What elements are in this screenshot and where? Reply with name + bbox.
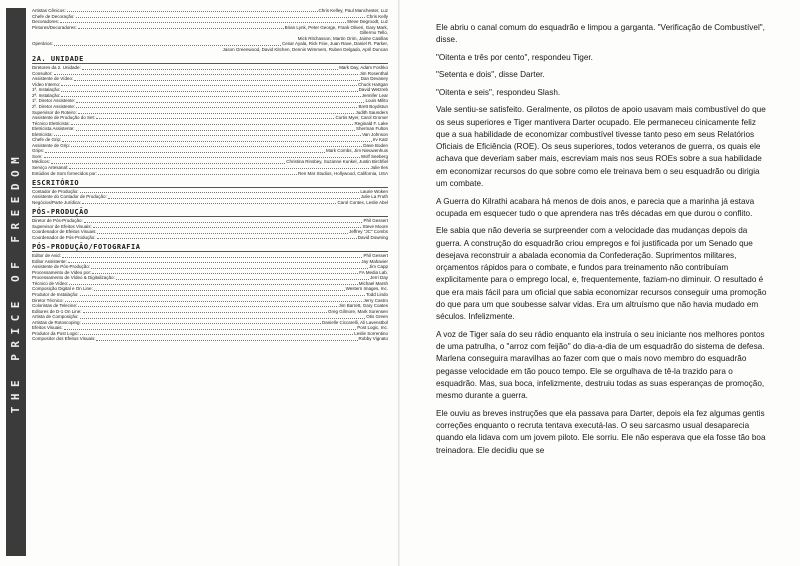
credit-names: Chuck Hartgan	[357, 81, 388, 87]
credit-names: Jim Barrett, Gary Coates	[338, 303, 388, 309]
credit-role: Artistas Cênicos:	[32, 8, 66, 13]
dot-leader	[83, 312, 327, 313]
credit-role: Processamento de Video por:	[32, 269, 92, 275]
credit-names: Louis Milito	[365, 98, 388, 104]
credit-role: Som:	[32, 153, 43, 159]
dot-leader	[91, 268, 368, 269]
dot-leader	[61, 85, 357, 86]
dot-leader	[76, 17, 366, 18]
credit-role: Coloristas de Telecine:	[32, 303, 78, 309]
credit-role: 1ª. Instalação:	[32, 87, 61, 93]
credit-names: Chris Kelley, Paul Manchester, Luz	[318, 8, 388, 13]
dot-leader	[68, 262, 360, 263]
credit-role: Pintores/Decoradores:	[32, 24, 77, 30]
dot-leader	[61, 96, 360, 97]
dot-leader	[54, 135, 361, 136]
credit-names: Brett Boydstun	[358, 103, 388, 109]
story-paragraph: Vale sentiu-se satisfeito. Geralmente, os pilotos de apoio usavam mais combustível do que os seus superiores e Tiger mantivera Darter ocupado. Ele permaneceu cinicamente feliz que a sua habilidade de economizar combustível tivesse tanto peso em seus Relatórios Oficiais de Eficiência (ROE). Os seus superiores, todos veteranos de guerra, os quais ele achava que deveriam saber mais, escreviam mais nos seus ROEs sobre a sua habilidade em economizar recursos do que sobre como ele treinava bem o seu esquadrão ou dirigia um combate.	[436, 105, 766, 189]
credit-names: David Wetzreb	[358, 87, 388, 93]
credit-role: Diretores da 2. Unidade:	[32, 65, 81, 71]
dot-leader	[67, 11, 318, 12]
credit-role: Médicos:	[32, 159, 51, 165]
credit-names: Jim Rosenthal	[359, 70, 388, 76]
credit-role: Assistente de Grip:	[32, 142, 71, 148]
story-paragraph: "Oitenta e três por cento", respondeu Tiger.	[436, 52, 593, 62]
credit-names: Ren Mar Studios, Hollywood, California, USA	[297, 170, 388, 176]
credits-section-heading: 2A. UNIDADE	[32, 55, 84, 64]
credits-section-heading: ESCRITÓRIO	[32, 178, 80, 187]
credit-names: Cesar Ayala, Rick Fine, Juan Rave, Daniel R. Parker,	[282, 41, 388, 47]
dot-leader	[108, 198, 360, 199]
credit-role: Produtor da Post Logic:	[32, 330, 80, 336]
credit-names: David Downing	[357, 234, 388, 240]
credit-role: Coordenador de Pós-Produção:	[32, 234, 96, 240]
dot-leader	[44, 157, 360, 158]
story-paragraph: Ele sabia que não deveria se surpreender com a velocidade das mudanças depois da guerra. A construção do esquadrão criou empregos e foi justificada por um Senado que desejava reconstruir a abalada economia da Confederação. Suprimentos militares, orçamentos rápidos para o combate, e fundos para treinamento não contribuíam explicitamente para o emprego local, e, frequentemente, faziam-no diminuir. O resultado é que era mais fácil para um oficial que sabia economizar recursos conseguir uma promoção do que para um que soubesse salvar vidas. Era um altruísmo que não havia mudado em séculos. Infelizmente.	[436, 226, 767, 322]
credit-names: Laurie Woken	[360, 188, 388, 194]
dot-leader	[61, 91, 357, 92]
credit-names: Michael Marsh	[358, 280, 388, 286]
credit-role: Coordenador de Efeitos Visuais:	[32, 229, 97, 235]
credit-role: Eletricista:	[32, 131, 53, 137]
section-divider	[32, 251, 388, 252]
credit-role: 2ª. Instalação:	[32, 92, 61, 98]
credit-names: Julie La Fruth	[360, 194, 388, 200]
credit-names: Brian Lynk, Peter George, Frank Oliveri, Gary Mark,	[284, 24, 388, 30]
dot-leader	[69, 168, 369, 169]
story-paragraph: "Setenta e dois", disse Darter.	[436, 70, 545, 80]
credit-names: Phil Gessert	[363, 253, 388, 259]
credit-role: Operários:	[32, 41, 54, 47]
credit-names: Jeffrey "JC" Combs	[349, 229, 388, 235]
credit-names: Post Logic, Inc.	[357, 325, 388, 331]
credit-names: Chris Kelly	[366, 13, 388, 19]
credit-role: Diretor de Pós-Produção:	[32, 218, 83, 224]
dot-leader	[54, 45, 281, 46]
credit-names: Jerry Castro	[363, 297, 388, 303]
book-title: THE PRICE OF FREEDOM	[9, 150, 22, 414]
credits-list	[32, 8, 388, 342]
dot-leader	[98, 174, 297, 175]
dot-leader	[74, 80, 359, 81]
credit-names: Dave Boden	[363, 142, 388, 148]
credit-role: Diretor Técnico:	[32, 297, 64, 303]
credit-role: Artistas de Rotoscoping:	[32, 319, 81, 325]
credit-role: Eletricista Assistente:	[32, 126, 75, 132]
dot-leader	[97, 233, 348, 234]
credit-role: Efeitos Visuais:	[32, 325, 63, 331]
credit-role: Assistente de Vídeo:	[32, 76, 74, 82]
dot-leader	[51, 163, 285, 164]
story-paragraph: "Oitenta e seis", respondeu Slash.	[436, 87, 561, 97]
dot-leader	[76, 107, 357, 108]
credit-names: Van Johnson	[362, 131, 388, 137]
section-divider	[32, 216, 388, 217]
credit-row	[32, 235, 388, 241]
credit-names: Dan Devaney	[360, 76, 388, 82]
credit-names: Western Images, Inc.	[345, 286, 388, 292]
dot-leader	[80, 318, 366, 319]
dot-leader	[80, 295, 365, 296]
credit-names: Sherman Fulton	[355, 126, 388, 132]
dot-leader	[96, 118, 334, 119]
credit-role: Grips:	[32, 148, 45, 154]
credit-role: Vídeo Interno:	[32, 81, 61, 87]
credit-names: Mark Day, Adam Foshko	[339, 65, 388, 71]
dot-leader	[92, 273, 358, 274]
credit-names: Wolf Seeberg	[360, 153, 388, 159]
dot-leader	[82, 69, 338, 70]
dot-leader	[94, 290, 345, 291]
credit-names: Christina Rinsbey, Suzanne Kunkel, Justin Birchfiel	[286, 159, 388, 165]
credit-role: Decoradores:	[32, 19, 60, 25]
credit-names: Irv Katz	[372, 137, 388, 143]
credit-names: Jay Mahavier	[361, 258, 388, 264]
credit-names: Leslie Sorrentino	[354, 330, 388, 336]
dot-leader	[62, 257, 363, 258]
dot-leader	[45, 152, 325, 153]
dot-leader	[82, 203, 336, 204]
dot-leader	[65, 301, 363, 302]
credit-names: Otis Green	[366, 314, 388, 320]
dot-leader	[71, 124, 354, 125]
dot-leader	[80, 192, 360, 193]
credit-names: Steve Degroodt, Luz	[346, 19, 388, 25]
credit-role: Processamento de Vídeo & Digitalização:	[32, 275, 115, 281]
credit-role: Negócios/Parte Jurídica:	[32, 199, 82, 205]
credit-names: Steve Moore	[362, 223, 388, 229]
dot-leader	[60, 22, 346, 23]
dot-leader	[69, 284, 357, 285]
section-divider	[32, 63, 388, 64]
story-paragraph: Ele abriu o canal comum do esquadrão e limpou a garganta. "Verificação de Combustível", disse.	[436, 23, 765, 45]
credit-role: Supervisor de Efeitos Visuais:	[32, 223, 92, 229]
credit-row	[32, 171, 388, 177]
credit-names: Jim Capp	[368, 264, 388, 270]
story-paragraph: A voz de Tiger saía do seu rádio enquanto ela instruía o seu iniciante nos melhores pontos de uma patrulha, o "arroz com feijão" do dia-a-dia de um esquadrão do sistema de defesa. Marlena conseguira maravilhas ao fazer com que o mais novo membro do esquadrão pegasse velocidade em tão pouco tempo. Ele se orgulhava de tê-la trazido para o esquadrão. Mas, sua boca, infelizmente, destruiu todas as suas esperanças de promoção, mesmo durante a guerra.	[436, 329, 765, 401]
credit-role: Contador de Produção:	[32, 188, 79, 194]
credit-role: 2º. Diretor Assistente:	[32, 103, 76, 109]
story-paragraph: A Guerra do Kilrathi acabara há menos de dois anos, e parecia que a marinha já estava ocupada em esquecer tudo o que aprendera nas três décadas em que durou o conflito.	[436, 196, 755, 218]
dot-leader	[96, 340, 357, 341]
credit-names: Jerri Day	[369, 275, 388, 281]
credit-names: FA Media Lab.	[359, 269, 388, 275]
dot-leader	[82, 323, 321, 324]
credit-row	[32, 47, 388, 53]
credit-names: Todd Lindo	[365, 292, 388, 298]
credit-names: Curtis Myer, Carol Gromer	[335, 115, 388, 121]
credit-names: Mark Combs, Jim Nieuwenhuis	[325, 148, 388, 154]
dot-leader	[71, 146, 362, 147]
story-paragraph: Ele ouviu as breves instruções que ela passava para Darter, depois ela fez algumas gentis correções enquanto o recruta tentava executá-las. O seu sarcasmo usual desaparecia quando ela lidava com um jovem piloto. Ele sorriu. Ele não esperava que ela fosse tão boa treinadora. Ele decidiu que se	[436, 408, 766, 455]
credit-names: Reginald F. Lake	[354, 120, 388, 126]
credit-role: Assistente de Pós-Produção:	[32, 264, 91, 270]
dot-leader	[84, 222, 363, 223]
credit-role: Artista de Composição:	[32, 314, 79, 320]
credit-role: Consultor:	[32, 70, 53, 76]
credit-role: Editor Assistente:	[32, 258, 67, 264]
dot-leader	[80, 334, 353, 335]
credit-names: Jennifer Lear	[361, 92, 388, 98]
credit-names: Robby Vignato	[358, 336, 388, 342]
credit-role: Composição Digital e On Line:	[32, 286, 93, 292]
dot-leader	[62, 141, 371, 142]
credit-names: Mick Ritchasson, Martin Orim, Jaime Casillas	[297, 35, 388, 41]
credit-role: Supervisor de Roteiro:	[32, 109, 77, 115]
dot-leader	[78, 306, 337, 307]
credit-role: Serviço Artesanal:	[32, 164, 69, 170]
credit-names: Judith Saunders	[355, 109, 388, 115]
credit-row	[32, 200, 388, 206]
story-text	[436, 22, 770, 462]
credit-names: Phil Gessert	[363, 218, 388, 224]
credit-role: Técnico de Vídeo:	[32, 280, 69, 286]
credit-role: Assistente de Produção do Set:	[32, 115, 96, 121]
dot-leader	[54, 74, 359, 75]
credit-role: Assistente do Contador de Produção:	[32, 194, 107, 200]
dot-leader	[76, 130, 355, 131]
credit-role: Editores de D-1 On Line:	[32, 308, 82, 314]
dot-leader	[116, 279, 369, 280]
credit-role: Chefe de Grip:	[32, 137, 62, 143]
dot-leader	[78, 28, 284, 29]
credit-names: Danielle Ciccarelli, Ali Lavenstbol	[321, 319, 388, 325]
credit-names: Gillermo Tello,	[359, 30, 388, 36]
credit-names: Jason Greenwood, David Kitchen, Dennis Wimmers, Ruben Delgado, April Duncan	[222, 46, 388, 52]
credits-section-heading: PÓS-PRODUÇÃO	[32, 208, 89, 217]
credit-names: Julie Iles	[370, 164, 388, 170]
dot-leader	[97, 238, 357, 239]
dot-leader	[64, 329, 357, 330]
credit-role: Compositor dos Efeitos Visuais:	[32, 336, 96, 342]
dot-leader	[78, 113, 355, 114]
dot-leader	[93, 227, 362, 228]
credit-role: 1º. Diretor Assistente:	[32, 98, 76, 104]
credit-role: Estúdios de Som fornecidos por:	[32, 170, 98, 176]
credit-role: Produtor de Instalação:	[32, 292, 79, 298]
credits-section-heading: PÓS-PRODUÇÃO/FOTOGRAFIA	[32, 243, 141, 252]
book-title-sidebar	[6, 8, 26, 556]
credit-row	[32, 336, 388, 342]
credit-role: Chefe de Decoração:	[32, 13, 75, 19]
credit-names: Greg Gilmore, Mark Sorensen	[327, 308, 388, 314]
section-divider	[32, 187, 388, 188]
dot-leader	[76, 102, 364, 103]
credit-role: Editor de Avid:	[32, 253, 61, 259]
credit-role: Técnico Eletricista:	[32, 120, 70, 126]
credit-names: Carol Contes, Leslie Abel	[337, 199, 388, 205]
